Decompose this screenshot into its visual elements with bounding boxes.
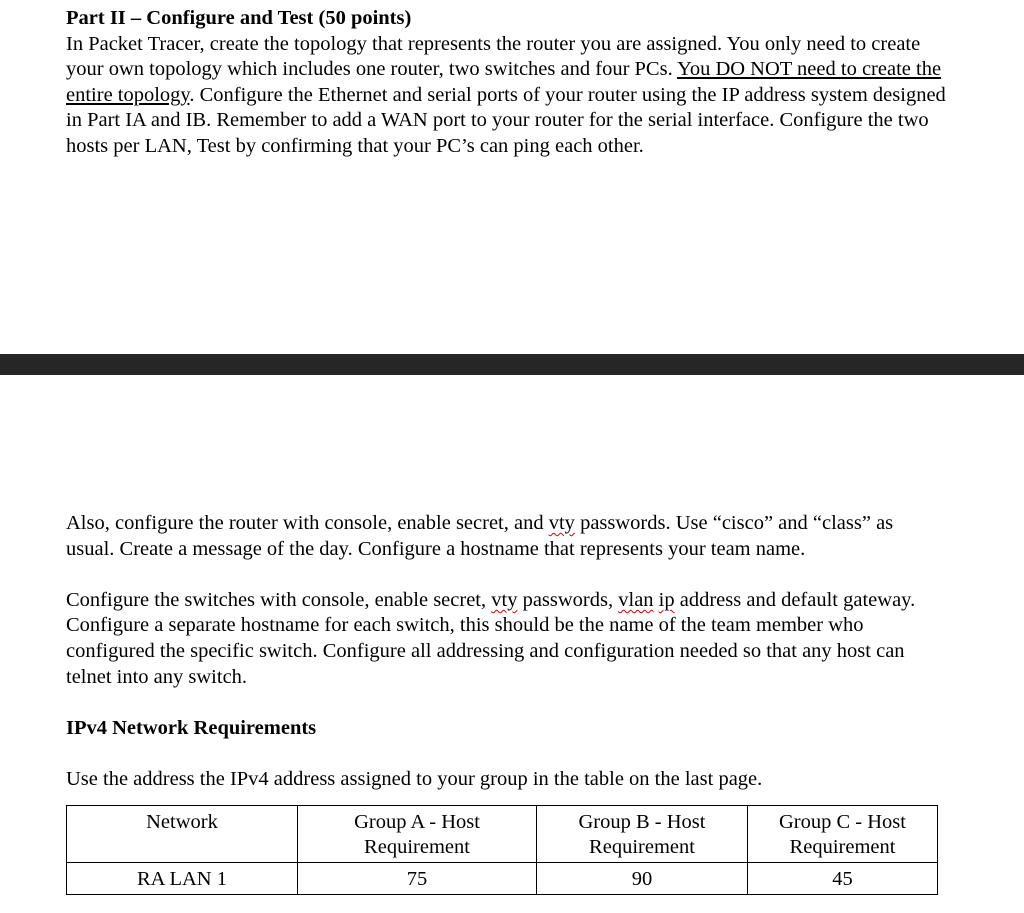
part2-text-a: In Packet Tracer, create the topology that represents the router you are assigned. You only need to create your own topology which includes one router, two switches and four PCs. — [66, 32, 921, 81]
paragraph-spacer — [66, 562, 946, 588]
table-header-network: Network — [67, 805, 298, 862]
table-cell-group-a: 75 — [298, 862, 537, 894]
part2-underlined-text: You DO NOT need to create the entire topology — [66, 58, 942, 106]
spellcheck-vty[interactable]: vty — [491, 588, 518, 611]
page-divider — [0, 354, 1024, 375]
table-header-group-a: Group A - Host Requirement — [298, 805, 537, 862]
part2-paragraph — [66, 32, 946, 160]
passwords-text-b: passwords. Use “cisco” and “class” as usual. Create a message of the day. Configure a hostname that represents your team name. — [66, 512, 894, 560]
table-cell-network: RA LAN 1 — [67, 862, 298, 894]
spellcheck-vlan[interactable]: vlan — [618, 588, 654, 611]
page-section-bottom — [66, 511, 946, 895]
switches-text-b: passwords, — [517, 588, 619, 611]
ipv4-heading: IPv4 Network Requirements — [66, 716, 317, 739]
switches-text-d: address and default gateway. Configure a separate hostname for each switch, this should be the name of the team member who configured the specific switch. Configure all addressing and configuration needed so that any host can telnet into any switch. — [66, 588, 916, 688]
table-row — [67, 862, 938, 894]
page-section-top — [66, 6, 946, 160]
part2-text-b: . Configure the Ethernet and serial ports of your router using the IP address system designed in Part IA and IB. Remember to add a WAN port to your router for the serial interface. Configure the two hosts per LAN, Test by confirming that your PC’s can ping each other. — [66, 83, 946, 157]
table-header-group-b: Group B - Host Requirement — [537, 805, 748, 862]
table-cell-group-c: 45 — [748, 862, 938, 894]
paragraph-spacer — [66, 741, 946, 767]
passwords-paragraph — [66, 511, 946, 562]
spellcheck-vty[interactable]: vty — [548, 512, 575, 534]
host-requirements-table — [66, 805, 938, 895]
ipv4-instruction: Use the address the IPv4 address assigned to your group in the table on the last page. — [66, 767, 763, 790]
spellcheck-ip[interactable]: ip — [658, 588, 675, 611]
table-header-row — [67, 805, 938, 862]
part2-heading: Part II – Configure and Test (50 points) — [66, 7, 412, 29]
switches-text-a: Configure the switches with console, enable secret, — [66, 588, 492, 611]
paragraph-spacer — [66, 690, 946, 716]
table-cell-group-b: 90 — [537, 862, 748, 894]
table-header-group-c: Group C - Host Requirement — [748, 805, 938, 862]
switches-paragraph — [66, 588, 946, 690]
passwords-text-a: Also, configure the router with console, enable secret, and — [66, 512, 549, 534]
